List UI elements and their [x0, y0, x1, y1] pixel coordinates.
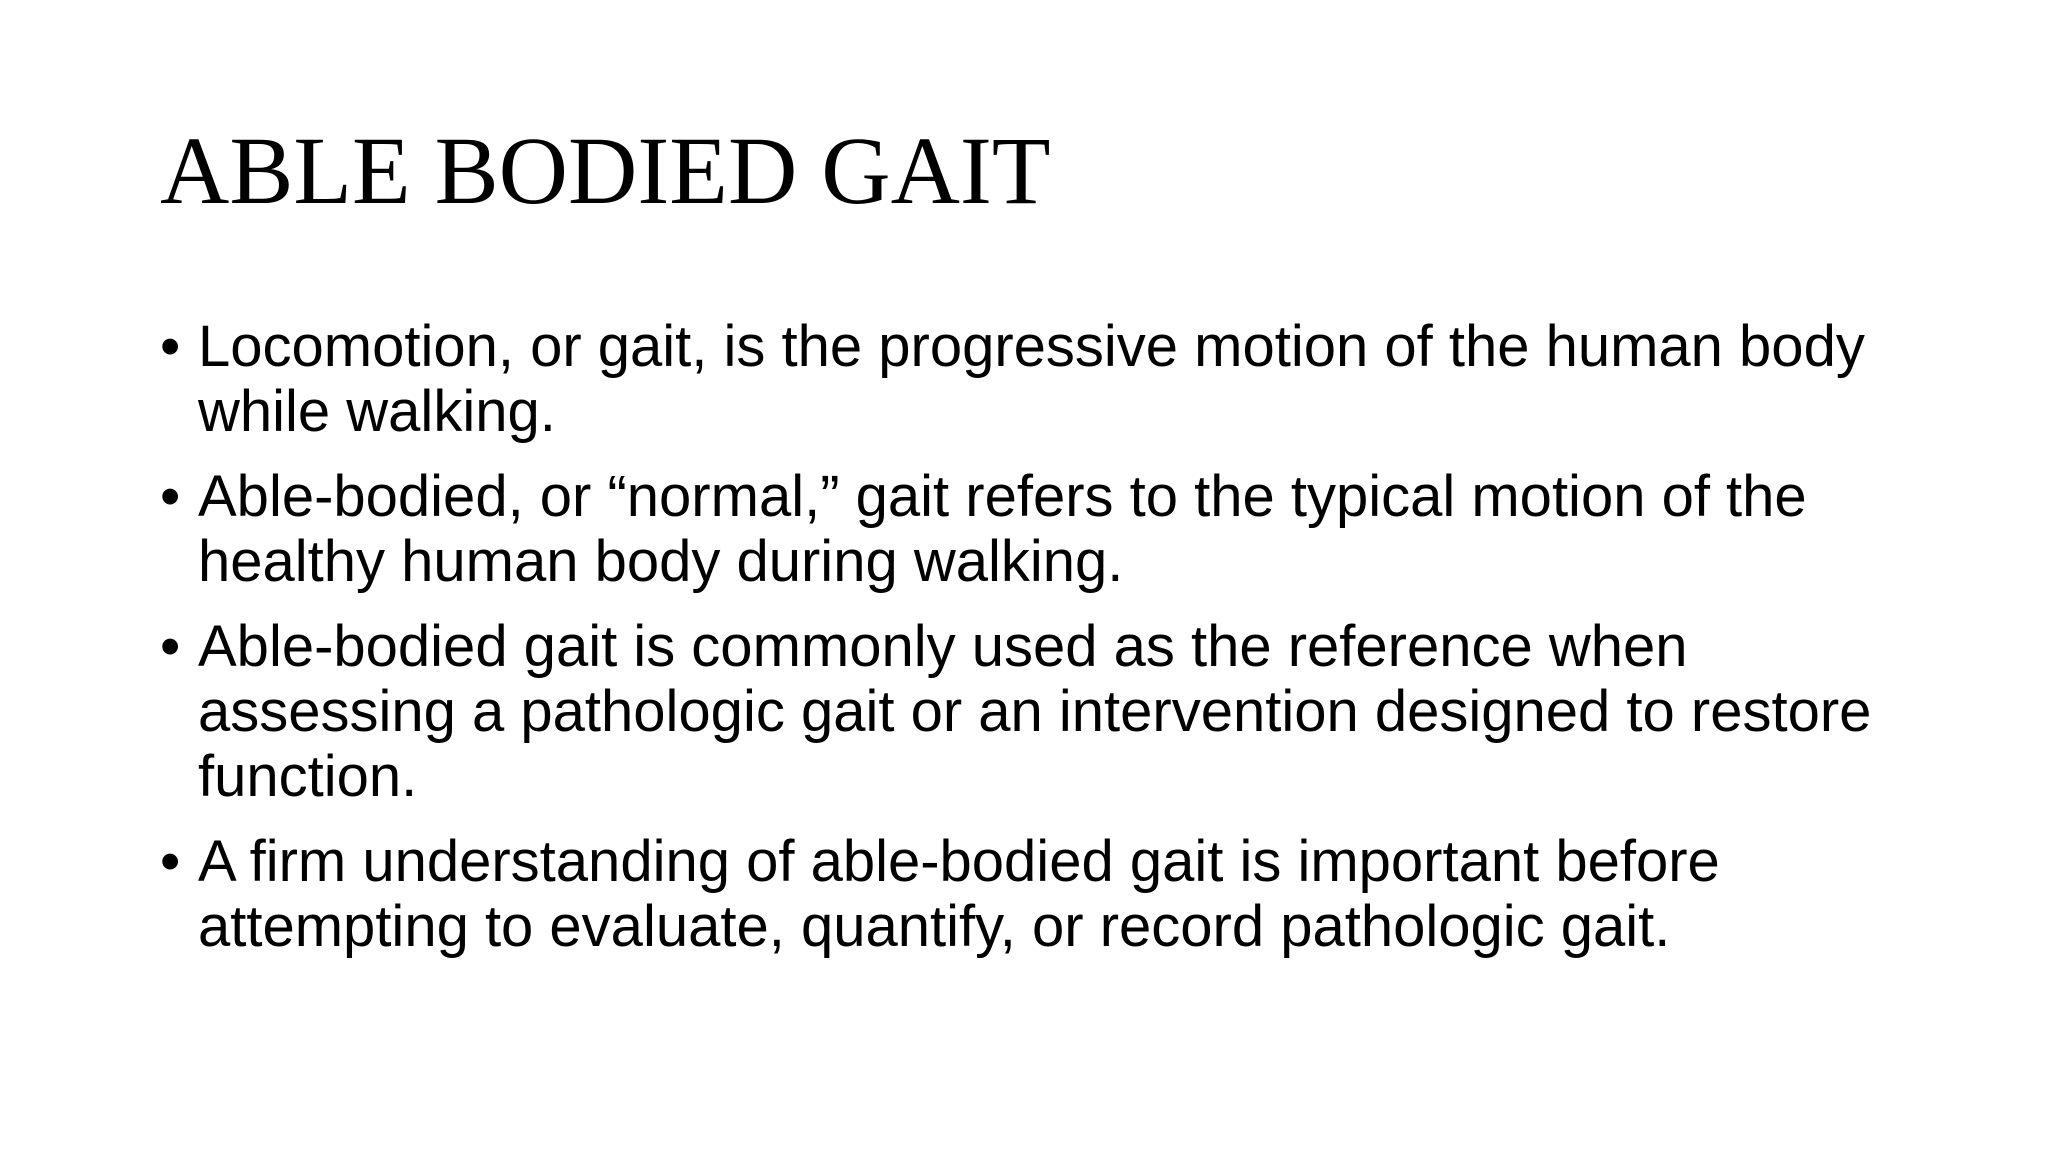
bullet-text: Able-bodied gait is commonly used as the reference when assessing a pathologic gait or an intervention designed to restore function.: [198, 614, 1872, 809]
bullet-item: [160, 614, 1920, 809]
slide-title: ABLE BODIED GAIT: [160, 117, 1051, 224]
bullet-dot-icon: •: [160, 464, 181, 529]
bullet-text: Able-bodied, or “normal,” gait refers to the typical motion of the healthy human body during walking.: [198, 464, 1807, 594]
bullet-text: A firm understanding of able-bodied gait is important before attempting to evaluate, quantify, or record pathologic gait.: [198, 829, 1720, 959]
bullet-list: [160, 314, 1920, 979]
bullet-item: [160, 314, 1920, 444]
bullet-dot-icon: •: [160, 614, 181, 679]
bullet-item: [160, 829, 1920, 959]
bullet-item: [160, 464, 1920, 594]
bullet-text: Locomotion, or gait, is the progressive motion of the human body while walking.: [198, 314, 1865, 444]
bullet-dot-icon: •: [160, 829, 181, 894]
bullet-dot-icon: •: [160, 314, 181, 379]
